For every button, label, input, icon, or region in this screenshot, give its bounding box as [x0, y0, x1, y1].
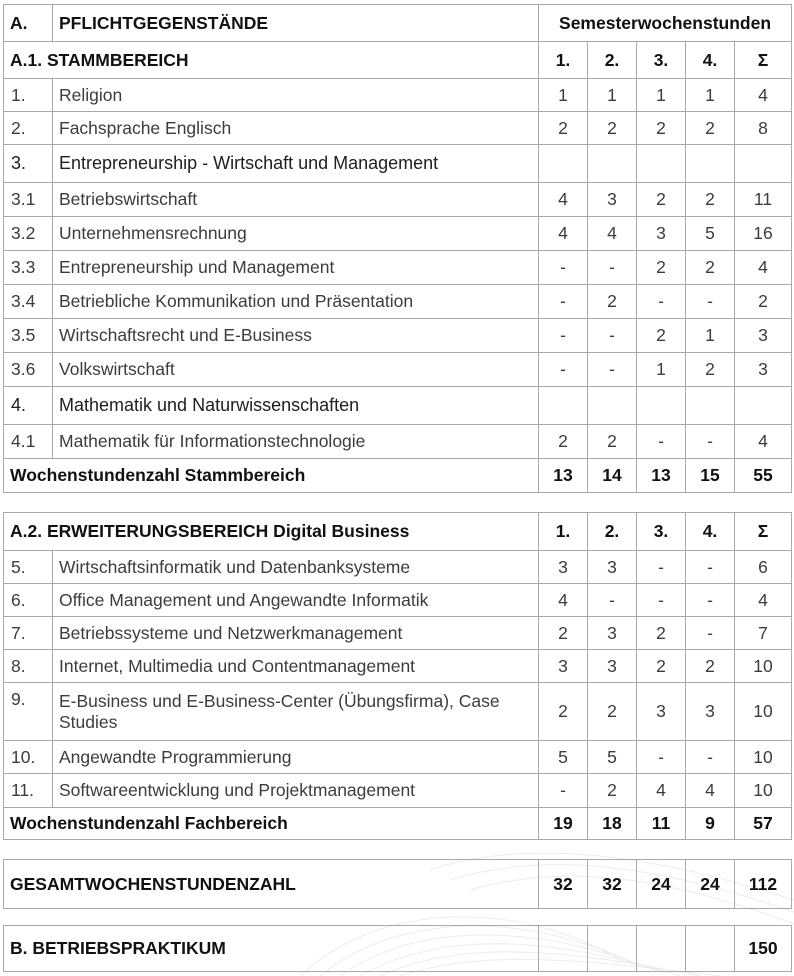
subject-name: Entrepreneurship und Management — [53, 251, 539, 285]
row-number: 3.2 — [4, 217, 53, 251]
value-cell: 2 — [588, 774, 637, 808]
total-value: 11 — [637, 808, 686, 840]
table-row — [4, 551, 792, 584]
value-cell: - — [686, 584, 735, 617]
sum-cell: 10 — [735, 683, 792, 741]
value-cell: - — [539, 353, 588, 387]
total-value: 13 — [539, 459, 588, 493]
stammbereich-title: A.1. STAMMBEREICH — [4, 42, 539, 79]
row-number: 7. — [4, 617, 53, 650]
subject-name: E-Business und E-Business-Center (Übungsfirma), Case Studies — [53, 683, 539, 741]
value-cell: 2 — [637, 251, 686, 285]
sum-cell: 11 — [735, 183, 792, 217]
section-number: 3. — [4, 145, 53, 183]
praktikum-label: B. BETRIEBSPRAKTIKUM — [4, 926, 539, 972]
row-number: 2. — [4, 112, 53, 145]
value-cell: 2 — [539, 112, 588, 145]
sum-cell: 3 — [735, 319, 792, 353]
sum-cell: 10 — [735, 650, 792, 683]
gesamt-value: 24 — [637, 860, 686, 909]
section-label: A. — [4, 5, 53, 42]
value-cell: 3 — [588, 650, 637, 683]
value-cell: 4 — [588, 217, 637, 251]
praktikum-value — [539, 926, 588, 972]
value-cell: - — [588, 251, 637, 285]
empty-cell — [686, 145, 735, 183]
value-cell: 3 — [588, 617, 637, 650]
subject-name: Office Management und Angewandte Informatik — [53, 584, 539, 617]
table-row — [4, 319, 792, 353]
col-header: 2. — [588, 42, 637, 79]
col-header-sum: Σ — [735, 42, 792, 79]
sum-cell: 7 — [735, 617, 792, 650]
row-number: 9. — [4, 683, 53, 741]
empty-cell — [686, 387, 735, 425]
sum-cell: 3 — [735, 353, 792, 387]
value-cell: 3 — [637, 217, 686, 251]
value-cell: 2 — [588, 683, 637, 741]
table-row — [4, 183, 792, 217]
value-cell: - — [637, 425, 686, 459]
value-cell: - — [539, 319, 588, 353]
table-row — [4, 683, 792, 741]
subject-name: Softwareentwicklung und Projektmanagement — [53, 774, 539, 808]
table-row — [4, 617, 792, 650]
stammbereich-header-row — [4, 42, 792, 79]
sum-cell: 4 — [735, 79, 792, 112]
value-cell: 4 — [686, 774, 735, 808]
value-cell: 1 — [686, 319, 735, 353]
gesamt-value: 24 — [686, 860, 735, 909]
total-value: 19 — [539, 808, 588, 840]
subject-name: Fachsprache Englisch — [53, 112, 539, 145]
value-cell: 4 — [539, 584, 588, 617]
sum-cell: 16 — [735, 217, 792, 251]
empty-cell — [735, 387, 792, 425]
empty-cell — [539, 387, 588, 425]
praktikum-value — [637, 926, 686, 972]
value-cell: 2 — [686, 112, 735, 145]
value-cell: 2 — [539, 683, 588, 741]
total-value: 13 — [637, 459, 686, 493]
praktikum-value — [588, 926, 637, 972]
value-cell: - — [539, 251, 588, 285]
value-cell: 2 — [686, 353, 735, 387]
row-number: 3.1 — [4, 183, 53, 217]
value-cell: 2 — [637, 112, 686, 145]
table-row — [4, 650, 792, 683]
value-cell: 2 — [637, 183, 686, 217]
subject-name: Wirtschaftsinformatik und Datenbanksysteme — [53, 551, 539, 584]
praktikum-row — [4, 926, 792, 972]
value-cell: 3 — [588, 551, 637, 584]
sum-cell: 4 — [735, 425, 792, 459]
value-cell: 2 — [588, 285, 637, 319]
col-header: 3. — [637, 42, 686, 79]
value-cell: 1 — [588, 79, 637, 112]
value-cell: 2 — [637, 617, 686, 650]
table-row — [4, 285, 792, 319]
value-cell: - — [686, 617, 735, 650]
sum-cell: 2 — [735, 285, 792, 319]
subject-name: Internet, Multimedia und Contentmanagement — [53, 650, 539, 683]
value-cell: - — [686, 285, 735, 319]
row-number: 3.5 — [4, 319, 53, 353]
subject-name: Mathematik für Informationstechnologie — [53, 425, 539, 459]
empty-cell — [637, 145, 686, 183]
empty-cell — [539, 145, 588, 183]
value-cell: 2 — [539, 617, 588, 650]
row-number: 3.6 — [4, 353, 53, 387]
sum-cell: 8 — [735, 112, 792, 145]
row-number: 4.1 — [4, 425, 53, 459]
total-value: 9 — [686, 808, 735, 840]
value-cell: - — [588, 319, 637, 353]
total-row — [4, 808, 792, 840]
section-name: Entrepreneurship - Wirtschaft und Management — [53, 145, 539, 183]
gesamt-sum: 112 — [735, 860, 792, 909]
empty-cell — [637, 387, 686, 425]
subject-name: Volkswirtschaft — [53, 353, 539, 387]
gesamt-value: 32 — [588, 860, 637, 909]
value-cell: 2 — [637, 319, 686, 353]
value-cell: - — [637, 285, 686, 319]
subject-name: Unternehmensrechnung — [53, 217, 539, 251]
section-name: Mathematik und Naturwissenschaften — [53, 387, 539, 425]
value-cell: 1 — [539, 79, 588, 112]
col-header: 1. — [539, 42, 588, 79]
value-cell: 4 — [539, 217, 588, 251]
row-number: 8. — [4, 650, 53, 683]
section-number: 4. — [4, 387, 53, 425]
value-cell: - — [588, 353, 637, 387]
total-value: 18 — [588, 808, 637, 840]
value-cell: 5 — [686, 217, 735, 251]
value-cell: 4 — [637, 774, 686, 808]
total-label: Wochenstundenzahl Fachbereich — [4, 808, 539, 840]
table-row — [4, 425, 792, 459]
stammbereich-table — [3, 4, 792, 493]
value-cell: - — [637, 741, 686, 774]
value-cell: - — [686, 741, 735, 774]
row-number: 10. — [4, 741, 53, 774]
value-cell: 2 — [686, 251, 735, 285]
section-row — [4, 145, 792, 183]
value-cell: - — [588, 584, 637, 617]
gesamt-value: 32 — [539, 860, 588, 909]
row-number: 6. — [4, 584, 53, 617]
value-cell: 2 — [686, 650, 735, 683]
value-cell: - — [539, 285, 588, 319]
section-title: PFLICHTGEGENSTÄNDE — [53, 5, 539, 42]
erweiterungsbereich-header-row — [4, 513, 792, 551]
empty-cell — [735, 145, 792, 183]
semesterwochenstunden-header: Semesterwochenstunden — [539, 5, 792, 42]
table-row — [4, 741, 792, 774]
total-row — [4, 459, 792, 493]
section-row — [4, 387, 792, 425]
value-cell: 4 — [539, 183, 588, 217]
value-cell: 3 — [588, 183, 637, 217]
value-cell: - — [637, 584, 686, 617]
col-header: 2. — [588, 513, 637, 551]
table-row — [4, 217, 792, 251]
subject-name: Betriebliche Kommunikation und Präsentation — [53, 285, 539, 319]
table-row — [4, 774, 792, 808]
value-cell: 1 — [637, 79, 686, 112]
sum-cell: 10 — [735, 741, 792, 774]
col-header-sum: Σ — [735, 513, 792, 551]
value-cell: 5 — [539, 741, 588, 774]
value-cell: 2 — [588, 425, 637, 459]
table-row — [4, 251, 792, 285]
value-cell: 1 — [686, 79, 735, 112]
value-cell: 2 — [637, 650, 686, 683]
gesamt-label: GESAMTWOCHENSTUNDENZAHL — [4, 860, 539, 909]
erweiterungsbereich-table — [3, 512, 792, 840]
subject-name: Betriebssysteme und Netzwerkmanagement — [53, 617, 539, 650]
row-number: 11. — [4, 774, 53, 808]
sum-cell: 10 — [735, 774, 792, 808]
col-header: 4. — [686, 42, 735, 79]
total-value: 14 — [588, 459, 637, 493]
praktikum-sum: 150 — [735, 926, 792, 972]
table-row — [4, 79, 792, 112]
sum-cell: 4 — [735, 584, 792, 617]
col-header: 3. — [637, 513, 686, 551]
value-cell: 3 — [539, 650, 588, 683]
gesamt-table — [3, 859, 792, 909]
empty-cell — [588, 145, 637, 183]
row-number: 3.4 — [4, 285, 53, 319]
gesamt-row — [4, 860, 792, 909]
value-cell: - — [539, 774, 588, 808]
row-number: 3.3 — [4, 251, 53, 285]
col-header: 1. — [539, 513, 588, 551]
row-number: 5. — [4, 551, 53, 584]
value-cell: 3 — [539, 551, 588, 584]
col-header: 4. — [686, 513, 735, 551]
subject-name: Wirtschaftsrecht und E-Business — [53, 319, 539, 353]
subject-name: Betriebswirtschaft — [53, 183, 539, 217]
value-cell: 2 — [588, 112, 637, 145]
value-cell: 2 — [539, 425, 588, 459]
empty-cell — [588, 387, 637, 425]
table-row — [4, 353, 792, 387]
total-label: Wochenstundenzahl Stammbereich — [4, 459, 539, 493]
value-cell: - — [637, 551, 686, 584]
subject-name: Angewandte Programmierung — [53, 741, 539, 774]
value-cell: 3 — [637, 683, 686, 741]
value-cell: 1 — [637, 353, 686, 387]
subject-name: Religion — [53, 79, 539, 112]
total-value: 15 — [686, 459, 735, 493]
praktikum-table — [3, 925, 792, 972]
value-cell: 2 — [686, 183, 735, 217]
pflichtgegenstaende-header-row — [4, 5, 792, 42]
erweiterungsbereich-title: A.2. ERWEITERUNGSBEREICH Digital Business — [4, 513, 539, 551]
sum-cell: 4 — [735, 251, 792, 285]
value-cell: - — [686, 551, 735, 584]
table-row — [4, 112, 792, 145]
value-cell: 3 — [686, 683, 735, 741]
sum-cell: 6 — [735, 551, 792, 584]
praktikum-value — [686, 926, 735, 972]
total-sum: 55 — [735, 459, 792, 493]
total-sum: 57 — [735, 808, 792, 840]
table-row — [4, 584, 792, 617]
value-cell: 5 — [588, 741, 637, 774]
value-cell: - — [686, 425, 735, 459]
row-number: 1. — [4, 79, 53, 112]
